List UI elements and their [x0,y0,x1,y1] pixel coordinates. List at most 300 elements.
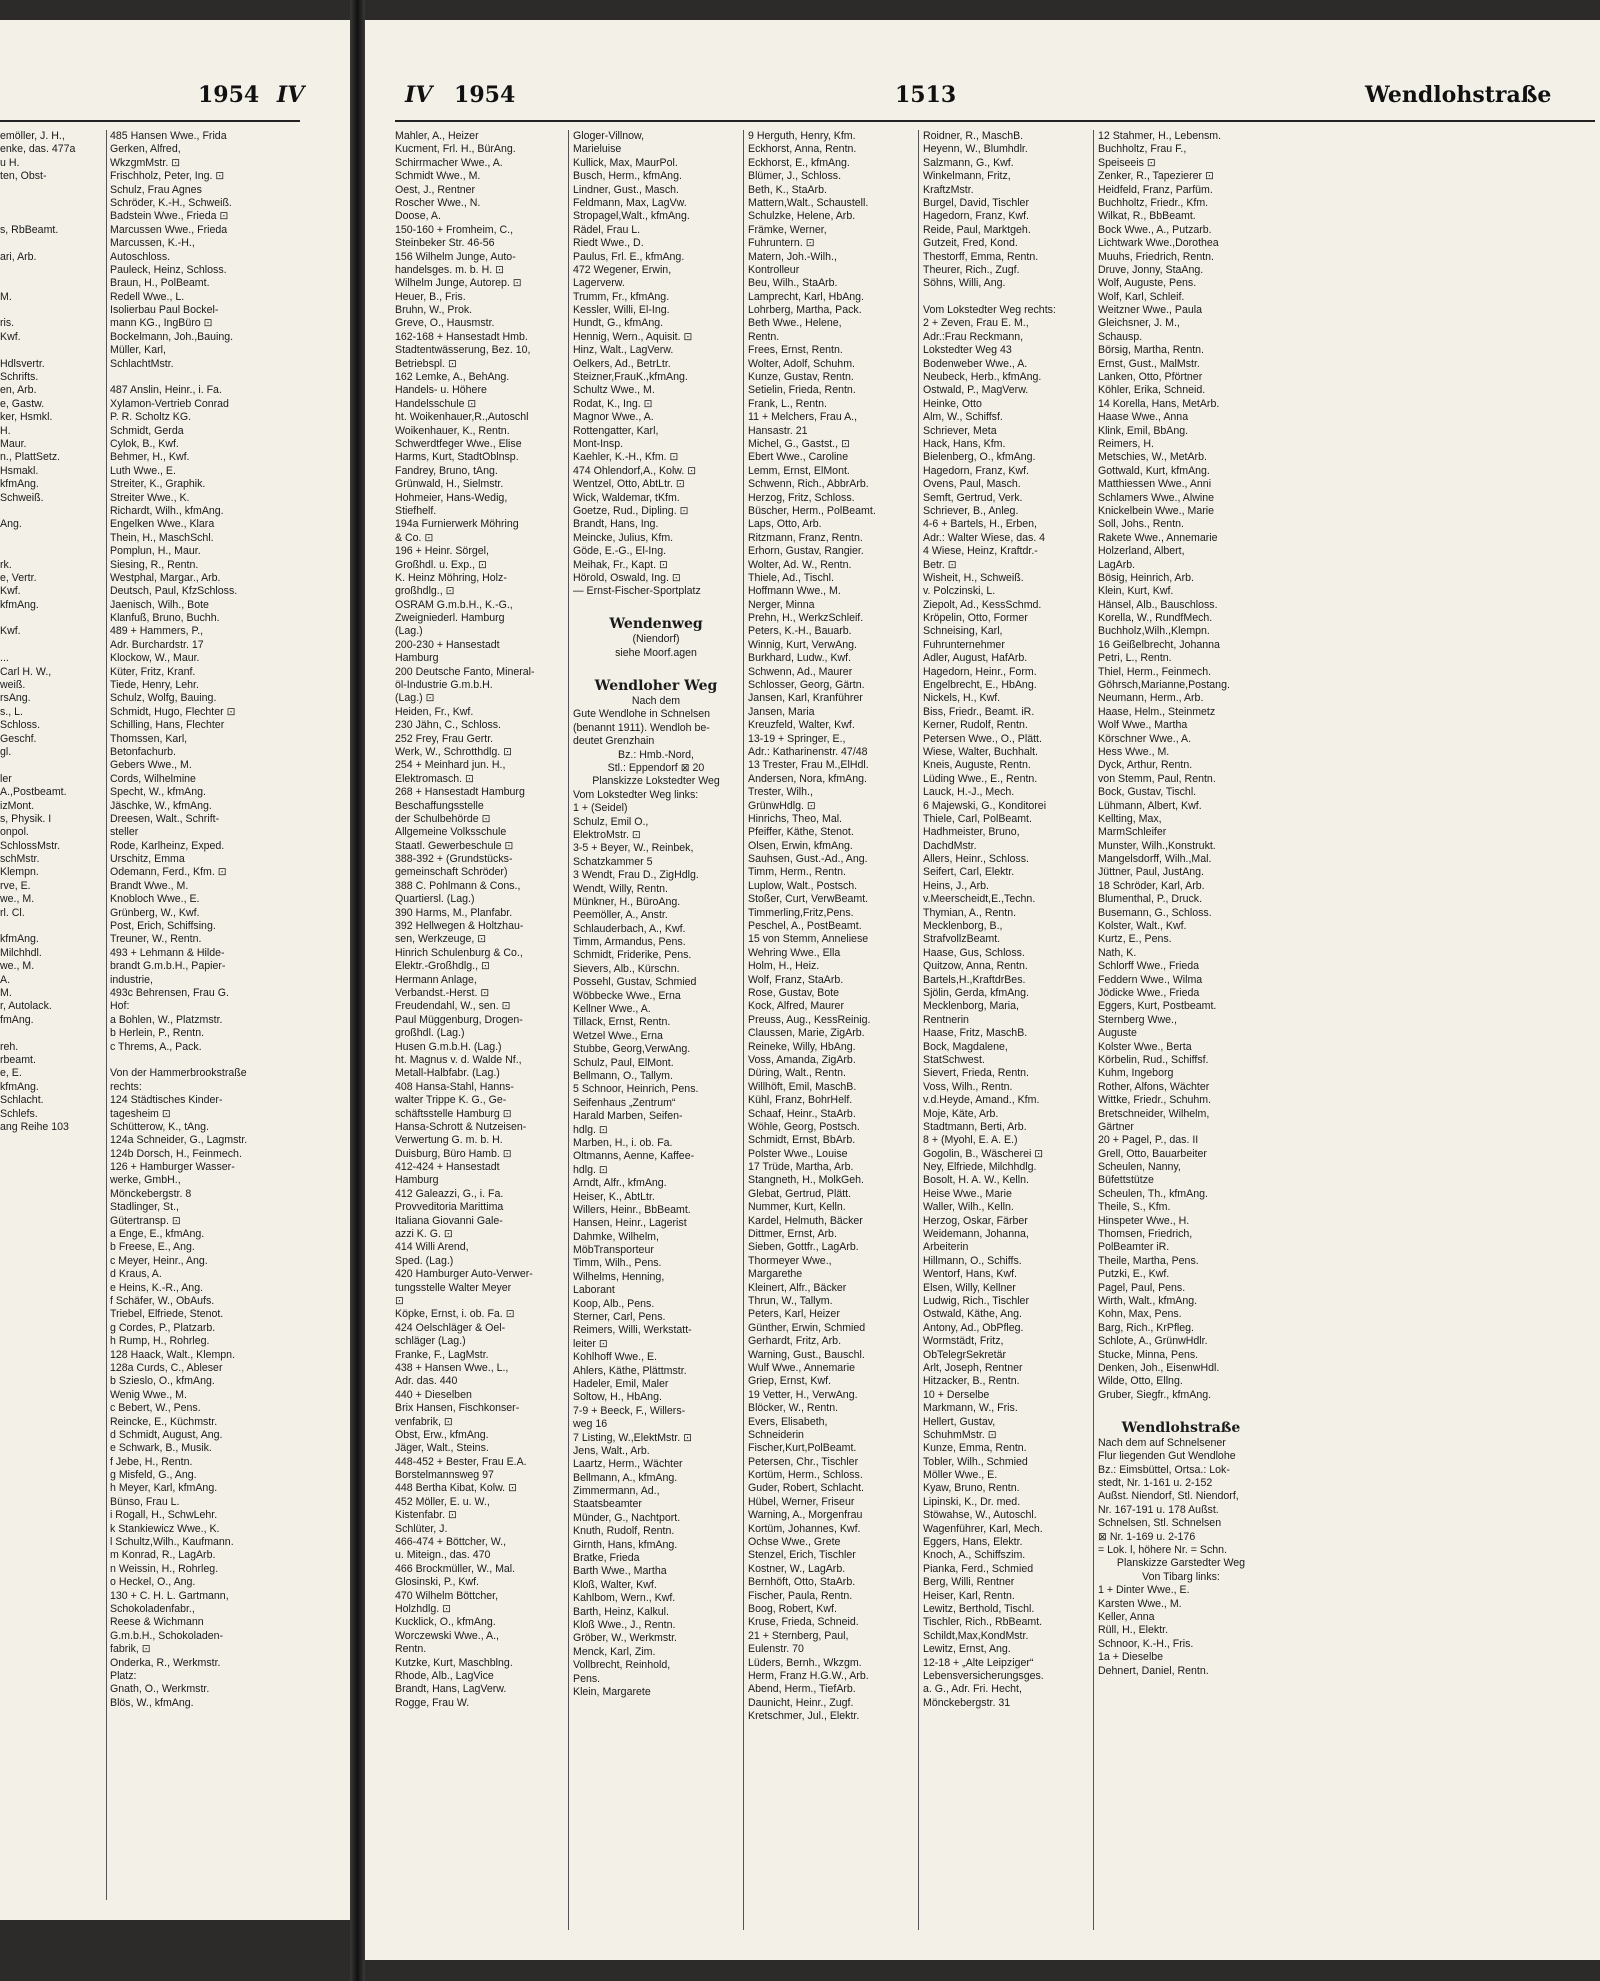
directory-entry: rsAng. [0,692,31,705]
directory-entry: Isolierbau Paul Bockel- [110,304,219,317]
directory-entry: Schokoladenfabr., [110,1602,195,1615]
directory-entry: schMstr. [0,853,40,866]
directory-entry: Thiel, Herm., Feinmech. [1098,665,1212,678]
directory-entry: Heiser, Karl, Rentn. [923,1589,1015,1602]
directory-entry: Geschf. [0,732,37,745]
directory-entry: Schulz, Emil O., [573,815,649,828]
directory-entry: e, E. [0,1067,22,1080]
directory-entry: 196 + Heinr. Sörgel, [395,545,489,558]
directory-entry: Lewitz, Berthold, Tischl. [923,1602,1035,1615]
directory-entry: (Lag.) ⊡ [395,692,435,705]
directory-entry: azzi K. G. ⊡ [395,1228,453,1241]
directory-entry: fmAng. [0,1013,34,1026]
directory-entry: e, Gastw. [0,397,45,410]
directory-entry: Kostner, W., LagArb. [748,1562,846,1575]
directory-entry: Petersen, Chr., Tischler [748,1455,859,1468]
directory-entry: Treuner, W., Rentn. [110,933,202,946]
directory-entry: Büfettstütze [1098,1174,1154,1187]
directory-entry: Främke, Werner, [748,223,827,236]
directory-entry: Mönckebergstr. 8 [110,1187,192,1200]
directory-entry: Bodenweber Wwe., A. [923,357,1028,370]
directory-entry: Wilhelm Junge, Autorep. ⊡ [395,277,522,290]
directory-entry: Kessler, Willi, El-Ing. [573,304,670,317]
directory-entry: Blumenthal, P., Druck. [1098,893,1203,906]
directory-entry [0,304,102,317]
directory-entry: Kahlbom, Wern., Kwf. [573,1592,676,1605]
directory-entry: s, RbBeamt. [0,223,59,236]
directory-entry: 252 Frey, Frau Gertr. [395,732,494,745]
directory-entry: Wolter, Ad. W., Rentn. [748,558,852,571]
directory-entry: Druve, Jonny, StaAng. [1098,263,1204,276]
directory-entry: Hack, Hans, Kfm. [923,437,1006,450]
directory-entry: Arbeiterin [923,1241,969,1254]
directory-entry: Kerner, Rudolf, Rentn. [923,719,1028,732]
directory-entry: Söhns, Willi, Ang. [923,277,1006,290]
directory-entry: 200 Deutsche Fanto, Mineral- [395,665,535,678]
section-note: Bz.: Hmb.-Nord, [618,748,694,761]
directory-entry: Großhdl. u. Exp., ⊡ [395,558,487,571]
directory-entry: Klockow, W., Maur. [110,652,200,665]
directory-entry: Haase, Helm., Steinmetz [1098,705,1216,718]
directory-entry: b Szieslo, O., kfmAng. [110,1375,215,1388]
directory-entry: d Kraus, A. [110,1268,162,1281]
directory-entry: 420 Hamburger Auto-Verwer- [395,1268,533,1281]
directory-entry: Rädel, Frau L. [573,223,641,236]
directory-entry: Griep, Ernst, Kwf. [748,1375,832,1388]
directory-entry: Nach dem auf Schnelsener [1098,1436,1226,1449]
directory-entry: Günther, Erwin, Schmied [748,1321,866,1334]
directory-entry: Neubeck, Herb., kfmAng. [923,371,1042,384]
directory-entry: Elsen, Willy, Kellner [923,1281,1016,1294]
directory-entry: Dreesen, Walt., Schrift- [110,812,220,825]
directory-entry: Kunze, Gustav, Rentn. [748,371,854,384]
directory-entry: f Jebe, H., Rentn. [110,1455,193,1468]
right-page [365,20,1600,1960]
directory-entry: Luplow, Walt., Postsch. [748,879,858,892]
directory-entry: Guder, Robert, Schlacht. [748,1482,865,1495]
directory-entry: Thiele, Carl, PolBeamt. [923,812,1032,825]
directory-entry: Beu, Wilh., StaArb. [748,277,838,290]
directory-entry: Kolster Wwe., Berta [1098,1040,1192,1053]
directory-entry: Adr.: Katharinenstr. 47/48 [748,745,868,758]
directory-entry: Peschel, A., PostBeamt. [748,920,862,933]
directory-entry: Büscher, Herm., PolBeamt. [748,504,876,517]
directory-entry: Köpke, Ernst, i. ob. Fa. ⊡ [395,1308,515,1321]
directory-entry: Dahmke, Wilhelm, [573,1230,659,1243]
directory-entry [1098,1402,1264,1415]
directory-entry: Autoschloss. [110,250,171,263]
directory-entry: Wormstädt, Fritz, [923,1335,1004,1348]
directory-entry: Menck, Karl, Zim. [573,1645,656,1658]
directory-entry: Kneis, Auguste, Rentn. [923,759,1031,772]
directory-entry: Lewitz, Ernst, Ang. [923,1643,1011,1656]
directory-entry: Kreuzfeld, Walter, Kwf. [748,719,855,732]
directory-entry: Kloß Wwe., J., Rentn. [573,1619,676,1631]
section-note: Planskizze Garstedter Weg [1116,1557,1246,1570]
directory-entry: Eulenstr. 70 [748,1643,804,1656]
directory-entry: Schulz, Wolfg, Bauing. [110,692,217,705]
directory-entry: Theurer, Rich., Zugf. [923,263,1020,276]
directory-entry: Börsig, Martha, Rentn. [1098,344,1204,357]
directory-entry: Bock, Gustav, Tischl. [1098,786,1197,799]
directory-entry: ⊡ [395,1294,404,1307]
directory-entry: Reide, Paul, Marktgeh. [923,223,1031,236]
directory-entry: 440 + Dieselben [395,1388,472,1401]
directory-entry: Gerken, Alfred, [110,143,181,156]
directory-entry: 19 Vetter, H., VerwAng. [748,1388,858,1401]
directory-entry: rl. Cl. [0,906,25,919]
directory-entry: Hundt, G., kfmAng. [573,317,664,330]
directory-entry: Blöcker, W., Rentn. [748,1402,839,1415]
directory-entry: walter Trippe K. G., Ge- [395,1094,507,1107]
directory-entry: 156 Wilhelm Junge, Auto- [395,250,516,263]
directory-entry: Redell Wwe., L. [110,290,185,303]
directory-entry: Kohn, Max, Pens. [1098,1308,1182,1321]
directory-entry: Theile, S., Kfm. [1098,1201,1171,1214]
directory-entry: Seifenhaus „Zentrum“ [573,1096,676,1109]
directory-entry: Dyck, Arthur, Rentn. [1098,759,1193,772]
directory-entry: Magnor Wwe., A. [573,411,654,424]
directory-entry: Mont-Insp. [573,437,624,450]
directory-entry: Obst, Erw., kfmAng. [395,1428,489,1441]
directory-entry: 17 Trüde, Martha, Arb. [748,1161,854,1174]
directory-entry: Mattern,Walt., Schaustell. [748,196,869,209]
directory-entry: Gutzeit, Fred, Kond. [923,237,1018,250]
directory-entry: Eggers, Kurt, Postbeamt. [1098,1000,1217,1013]
directory-entry: Gütertransp. ⊡ [110,1214,181,1227]
directory-entry: Stöwahse, W., Autoschl. [923,1509,1037,1522]
directory-entry: Lühmann, Albert, Kwf. [1098,799,1202,812]
directory-entry: l Schultz,Wilh., Kaufmann. [110,1536,234,1549]
directory-entry: 128a Curds, C., Ableser [110,1361,223,1374]
directory-entry: Hermann Anlage, [395,973,477,986]
directory-entry: Schloss. [0,719,41,732]
directory-entry: ten, Obst- [0,170,47,183]
directory-entry: Fuhrunternehmer [923,638,1005,651]
directory-entry: Wöbbecke Wwe., Erna [573,989,681,1002]
directory-entry: Bernhöft, Otto, StaArb. [748,1576,856,1589]
left-page [0,20,350,1920]
directory-entry: Oltmanns, Aenne, Kaffee- [573,1150,695,1163]
directory-entry: Mahler, A., Heizer [395,130,479,142]
directory-entry: Vom Lokstedter Weg rechts: [923,304,1056,317]
directory-entry: Kock, Alfred, Maurer [748,1000,844,1013]
directory-entry: WkzgmMstr. ⊡ [110,156,181,169]
directory-entry: Vollbrecht, Reinhold, [573,1659,671,1672]
directory-entry: Lanken, Otto, Pförtner [1098,371,1203,384]
directory-entry: LagArb. [1098,558,1136,571]
directory-entry: Schlacht. [0,1094,44,1107]
directory-entry: Feldmann, Max, LagVw. [573,196,687,209]
directory-entry: Gerhardt, Fritz, Arb. [748,1335,842,1348]
directory-entry [0,264,102,277]
directory-entry: Gruber, Siegfr., kfmAng. [1098,1388,1212,1401]
directory-entry: Korella, W., RundfMech. [1098,612,1213,625]
directory-entry: 448 Bertha Kibat, Kolw. ⊡ [395,1482,517,1495]
directory-entry: Boog, Robert, Kwf. [748,1602,837,1615]
directory-entry [0,612,102,625]
directory-entry: e Schwark, B., Musik. [110,1442,212,1455]
directory-entry: A.,Postbeamt. [0,786,67,799]
directory-entry: 124 Städtisches Kinder- [110,1094,223,1107]
directory-entry: Fuhruntern. ⊡ [748,237,815,250]
directory-entry: Allgemeine Volksschule [395,826,507,839]
directory-entry: Kretschmer, Jul., Elektr. [748,1710,860,1723]
directory-entry [0,210,102,223]
directory-entry: Gröber, W., Werkmstr. [573,1632,677,1645]
directory-entry: großhdl. (Lag.) [395,1027,465,1040]
directory-entry: Harms, Kurt, StadtOblnsp. [395,451,519,464]
directory-entry: 13 Trester, Frau M.,ElHdl. [748,759,869,772]
column-divider [106,130,107,1900]
directory-entry: Denken, Joh., EisenwHdl. [1098,1361,1220,1374]
column-divider [743,130,744,1930]
directory-entry: Schmidt, Ernst, BbArb. [748,1134,856,1147]
directory-entry: reh. [0,1040,19,1053]
directory-entry: Marcussen Wwe., Frieda [110,223,228,236]
directory-entry: 16 Geißelbrecht, Johanna [1098,638,1220,651]
directory-entry: 4 Wiese, Heinz, Kraftdr.- [923,545,1038,558]
directory-entry: Schmidt, Hugo, Flechter ⊡ [110,705,236,718]
directory-entry: Schaaf, Heinr., StaArb. [748,1107,856,1120]
directory-entry: Kolster, Walt., Kwf. [1098,920,1187,933]
directory-entry: rk. [0,558,12,571]
directory-entry: Bratke, Frieda [573,1552,640,1565]
directory-entry: Milchhdl. [0,946,42,959]
directory-entry [0,759,102,772]
directory-entry: Paul Müggenburg, Drogen- [395,1013,523,1026]
directory-entry: Holzhdlg. ⊡ [395,1602,451,1615]
directory-entry: Nath, K. [1098,946,1137,959]
directory-entry: gl. [0,745,12,758]
directory-entry: Braun, H., PolBeamt. [110,277,210,290]
directory-entry: 452 Möller, E. u. W., [395,1495,490,1508]
directory-entry: Handels- u. Höhere [395,384,487,397]
directory-entry: 493 + Lehmann & Hilde- [110,946,225,959]
directory-entry: Antony, Ad., ObPfleg. [923,1321,1024,1334]
directory-entry: Burgel, David, Tischler [923,196,1029,209]
directory-entry: Thomssen, Karl, [110,732,188,745]
directory-entry: Wentzel, Otto, AbtLtr. ⊡ [573,478,685,491]
directory-entry: 7 Listing, W.,ElektMstr. ⊡ [573,1431,692,1444]
directory-entry: Elektr.-Großhdlg., ⊡ [395,960,490,973]
directory-entry: Gebers Wwe., M. [110,759,192,772]
directory-entry: g Misfeld, G., Ang. [110,1469,197,1482]
street-header: Wendlohstraße [1365,82,1552,108]
directory-entry: Steizner,FrauK.,kfmAng. [573,371,688,384]
directory-entry: Harald Marben, Seifen- [573,1110,683,1123]
directory-entry: Werk, W., Schrotthdlg. ⊡ [395,745,513,758]
directory-entry: Lamprecht, Karl, HbAng. [748,290,864,303]
column-divider [568,130,569,1930]
directory-entry: v.Meerscheidt,E.,Techn. [923,893,1036,906]
directory-entry: H. [0,424,11,437]
directory-entry: a Bohlen, W., Platzmstr. [110,1013,223,1026]
directory-entry: Duisburg, Büro Hamb. ⊡ [395,1147,512,1160]
directory-entry: Behmer, H., Kwf. [110,451,190,464]
directory-entry: 412 Galeazzi, G., i. Fa. [395,1187,504,1200]
directory-entry: Xylamon-Vertrieb Conrad [110,397,229,410]
directory-entry: Schulz, Paul, ElMont. [573,1056,674,1069]
directory-entry: Nerger, Minna [748,598,815,611]
directory-entry: Von der Hammerbrookstraße [110,1067,247,1080]
directory-entry: Verbandst.-Herst. ⊡ [395,987,490,999]
directory-entry: Schweiß. [0,491,44,504]
directory-entry: Knoch, A., Schiffszim. [923,1549,1026,1562]
directory-entry: 487 Anslin, Heinr., i. Fa. [110,384,222,397]
directory-entry: Ernst, Gust., MalMstr. [1098,357,1200,370]
directory-entry: Wilhelms, Henning, [573,1270,665,1283]
directory-entry: Lindner, Gust., Masch. [573,183,679,196]
header-year: 1954 [454,82,516,108]
column-divider [918,130,919,1930]
directory-entry: Arlt, Joseph, Rentner [923,1361,1023,1374]
directory-entry: Klink, Emil, BbAng. [1098,424,1189,437]
directory-entry: Gleichsner, J. M., [1098,317,1180,330]
directory-entry: Setielin, Frieda, Rentn. [748,384,856,397]
directory-entry: Kloß, Walter, Kwf. [573,1578,657,1591]
directory-entry: Fandrey, Bruno, tAng. [395,464,498,477]
directory-entry: Reincke, E., Küchmstr. [110,1415,218,1428]
directory-entry: Heise Wwe., Marie [923,1187,1012,1200]
directory-entry: Schmidt, Friderike, Pens. [573,949,692,962]
directory-entry: Warning, A., Morgenfrau [748,1509,863,1522]
directory-entry: kfmAng. [0,933,39,946]
directory-entry: Wiese, Walter, Buchhalt. [923,745,1039,758]
directory-entry [0,237,102,250]
directory-entry: Stiefhelf. [395,504,437,517]
directory-entry: Stropagel,Walt., kfmAng. [573,210,690,223]
directory-entry: Tobler, Wilh., Schmied [923,1455,1028,1468]
directory-entry: Rodat, K., Ing. ⊡ [573,397,653,410]
directory-entry: handelsges. m. b. H. ⊡ [395,263,504,276]
directory-entry: Marcussen, K.-H., [110,237,195,250]
directory-entry: Thomsen, Friedrich, [1098,1228,1193,1241]
directory-entry: Schlote, A., GrünwHdlr. [1098,1335,1208,1348]
directory-entry: Münder, G., Nachtport. [573,1511,681,1524]
directory-entry: Karsten Wwe., M. [1098,1597,1182,1610]
directory-entry: Freudendahl, W., sen. ⊡ [395,1000,511,1013]
directory-entry: Hagedorn, Franz, Kwf. [923,210,1029,223]
directory-entry: Oelkers, Ad., BetrLtr. [573,357,671,370]
directory-entry: Schnelsen, Stl. Schnelsen [1098,1517,1222,1530]
directory-entry: Allers, Heinr., Schloss. [923,853,1029,866]
directory-entry: Mecklenborg, Maria, [923,1000,1019,1013]
directory-entry: Busemann, G., Schloss. [1098,906,1212,919]
directory-entry: rechts: [110,1080,142,1093]
directory-entry: MöbTransporteur [573,1244,654,1257]
directory-entry: gemeinschaft Schröder) [395,866,508,879]
directory-entry: Bock, Magdalene, [923,1040,1008,1053]
directory-entry: Schröder, K.-H., Schweiß. [110,196,232,209]
directory-entry: Doose, A. [395,210,441,223]
directory-entry: Brandt Wwe., M. [110,879,189,892]
directory-entry: Bock Wwe., A., Putzarb. [1098,223,1212,236]
directory-entry: = Lok. l, höhere Nr. = Schn. [1098,1544,1227,1557]
directory-entry: Streiter Wwe., K. [110,491,190,504]
directory-entry: — Ernst-Fischer-Sportplatz [573,585,701,598]
directory-entry: Bruhn, W., Prok. [395,304,473,317]
directory-entry: Pfeiffer, Käthe, Stenot. [748,826,854,839]
directory-entry: Sjölin, Gerda, kfmAng. [923,987,1029,999]
column-divider [1093,130,1094,1930]
directory-entry: 424 Oelschläger & Oel- [395,1321,506,1334]
directory-entry: 3 Wendt, Frau D., ZigHdlg. [573,869,699,882]
directory-entry: Rakete Wwe., Annemarie [1098,531,1218,544]
directory-entry: o Heckel, O., Ang. [110,1576,196,1589]
directory-entry: Streiter, K., Graphik. [110,478,206,491]
directory-entry: ht. Magnus v. d. Walde Nf., [395,1053,522,1066]
directory-entry [923,291,1089,304]
directory-entry: Laps, Otto, Arb. [748,518,822,531]
directory-entry: Kwf. [0,585,21,598]
directory-entry: Provveditoria Marittima [395,1201,504,1214]
directory-entry: Weidemann, Johanna, [923,1228,1029,1241]
directory-entry: Rüll, H., Elektr. [1098,1624,1169,1637]
directory-entry: sen, Werkzeuge, ⊡ [395,933,487,946]
directory-entry: Göhrsch,Marianne,Postang. [1098,679,1230,692]
directory-entry: Platz: [110,1669,137,1682]
directory-entry: izMont. [0,799,35,812]
directory-entry: 21 + Sternberg, Paul, [748,1629,849,1642]
directory-entry: onpol. [0,826,29,839]
directory-entry: weiß. [0,679,26,692]
directory-entry: rve, E. [0,879,31,892]
directory-entry: Schwenn, Rich., AbbrArb. [748,478,869,491]
directory-entry: Wilkat, R., BbBeamt. [1098,210,1196,223]
directory-entry: Auguste [1098,1027,1137,1040]
directory-entry: Stoßer, Curt, VerwBeamt. [748,893,869,906]
directory-entry: Hübel, Werner, Friseur [748,1495,855,1508]
directory-entry: 7-9 + Beeck, F., Willers- [573,1404,686,1417]
directory-entry: Buchholtz, Friedr., Kfm. [1098,196,1209,209]
directory-entry: SchlachtMstr. [110,357,174,370]
directory-entry: Haase, Fritz, MaschB. [923,1027,1028,1040]
book-gutter [350,0,365,1981]
directory-entry: Kardel, Helmuth, Bäcker [748,1214,863,1227]
section-note: siehe Moorf.agen [615,646,697,659]
directory-entry: Stucke, Minna, Pens. [1098,1348,1199,1361]
directory-entry: Polster Wwe., Louise [748,1147,848,1160]
directory-entry: Sauhsen, Gust.-Ad., Ang. [748,853,868,866]
directory-entry: stedt, Nr. 1-161 u. 2-152 [1098,1477,1213,1490]
directory-entry: Adler, August, HafArb. [923,652,1028,665]
directory-entry: Lipinski, K., Dr. med. [923,1495,1021,1508]
directory-entry: e Heins, K.-R., Ang. [110,1281,204,1294]
directory-entry: Klempn. [0,866,39,879]
directory-entry: Hitzacker, B., Rentn. [923,1375,1020,1388]
directory-entry: Schildt,Max,KondMstr. [923,1629,1029,1642]
directory-entry: Metall-Halbfabr. (Lag.) [395,1067,500,1080]
directory-entry: werke, GmbH., [110,1174,181,1187]
directory-entry: kfmAng. [0,478,39,491]
directory-entry: Willers, Heinr., BbBeamt. [573,1203,691,1216]
directory-entry: 130 + C. H. L. Gartmann, [110,1589,229,1602]
directory-entry: Bösig, Heinrich, Arb. [1098,571,1194,584]
directory-entry: Rhode, Alb., LagVice [395,1669,494,1682]
directory-entry [0,344,102,357]
directory-entry: Schlefs. [0,1107,38,1120]
directory-entry: venfabrik, ⊡ [395,1415,453,1428]
directory-entry: Possehl, Gustav, Schmied [573,976,697,989]
directory-entry: Schlosser, Georg, Gärtn. [748,679,865,692]
directory-entry: Rentn. [395,1643,427,1656]
directory-entry: Körbelin, Rud., Schiffsf. [1098,1053,1209,1066]
directory-entry: s., L. [0,705,23,718]
directory-entry: Ochse Wwe., Grete [748,1536,841,1549]
directory-entry: Reineke, Willy, HbAng. [748,1040,856,1053]
directory-entry: Burkhard, Ludw., Kwf. [748,652,852,665]
